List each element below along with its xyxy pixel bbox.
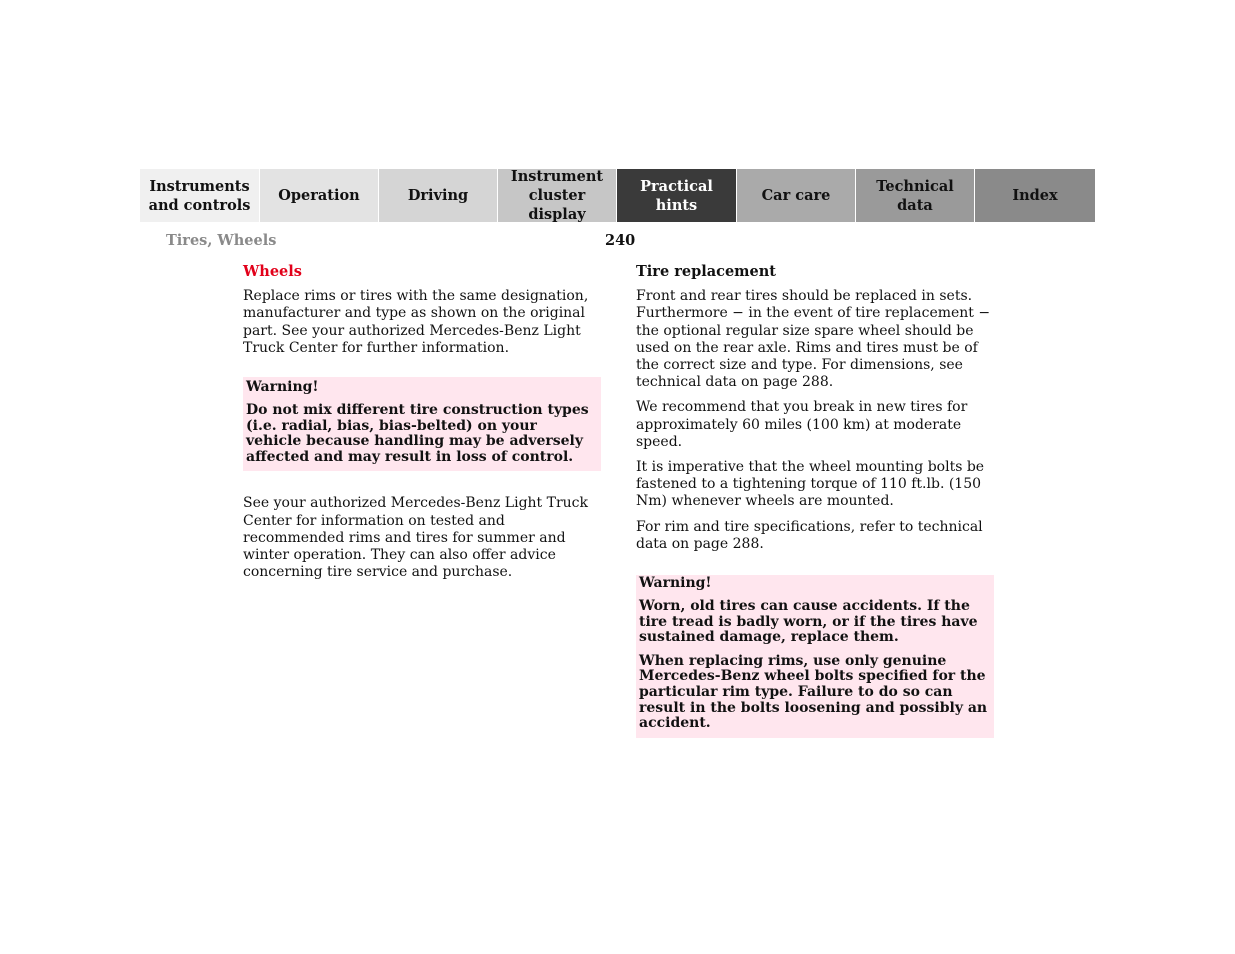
tab-driving[interactable]: Driving <box>379 169 498 222</box>
wheels-intro: Replace rims or tires with the same designation, manufacturer and type as shown on the original part. See your authorized Mercedes-Benz Light Truck Center for further information. <box>243 288 589 356</box>
tab-instruments-and-controls[interactable]: Instruments and controls <box>140 169 260 222</box>
warning-title: Warning! <box>639 575 712 592</box>
tire-replacement-p3: It is imperative that the wheel mounting bolts be fastened to a tightening torque of 110 ft.lb. (150 Nm) whenever wheels are mounted. <box>636 459 985 510</box>
tab-operation[interactable]: Operation <box>260 169 379 222</box>
warning-text-bolts: When replacing rims, use only genuine Mercedes-Benz wheel bolts specified for the particular rim type. Failure to do so can result in the bolts loosening and possibly an accident. <box>639 652 988 732</box>
tire-replacement-p4: For rim and tire specifications, refer to technical data on page 288. <box>636 518 983 552</box>
tab-car-care[interactable]: Car care <box>737 169 856 222</box>
tire-replacement-title: Tire replacement <box>636 263 776 280</box>
tab-practical-hints[interactable]: Practical hints <box>617 169 737 222</box>
section-heading: Tires, Wheels <box>166 232 277 249</box>
section-nav <box>140 169 1095 222</box>
warning-text: Do not mix different tire construction types (i.e. radial, bias, bias-belted) on your vehicle because handling may be adversely affected and may result in loss of control. <box>246 402 589 465</box>
warning-box-tire-types <box>243 377 601 471</box>
left-column <box>243 263 601 589</box>
warning-text-worn: Worn, old tires can cause accidents. If the tire tread is badly worn, or if the tires have sustained damage, replace them. <box>639 598 978 646</box>
page-number: 240 <box>605 232 636 249</box>
wheels-outro: See your authorized Mercedes-Benz Light Truck Center for information on tested and recommended rims and tires for summer and winter operation. They can also offer advice concerning tire service and purchase. <box>243 495 589 581</box>
wheels-title: Wheels <box>243 263 302 280</box>
warning-box-worn-tires <box>636 575 994 738</box>
tab-technical-data[interactable]: Technical data <box>856 169 975 222</box>
tab-index[interactable]: Index <box>975 169 1095 222</box>
tab-instrument-cluster-display[interactable]: Instrument cluster display <box>498 169 617 222</box>
tire-replacement-p2: We recommend that you break in new tires for approximately 60 miles (100 km) at moderate speed. <box>636 399 968 450</box>
warning-title: Warning! <box>246 379 319 396</box>
tire-replacement-p1: Front and rear tires should be replaced in sets. Furthermore − in the event of tire replacement − the optional regular size spare wheel should be used on the rear axle. Rims and tires must be of the correct size and type. For dimensions, see technical data on page 288. <box>636 288 991 391</box>
right-column <box>636 263 994 762</box>
